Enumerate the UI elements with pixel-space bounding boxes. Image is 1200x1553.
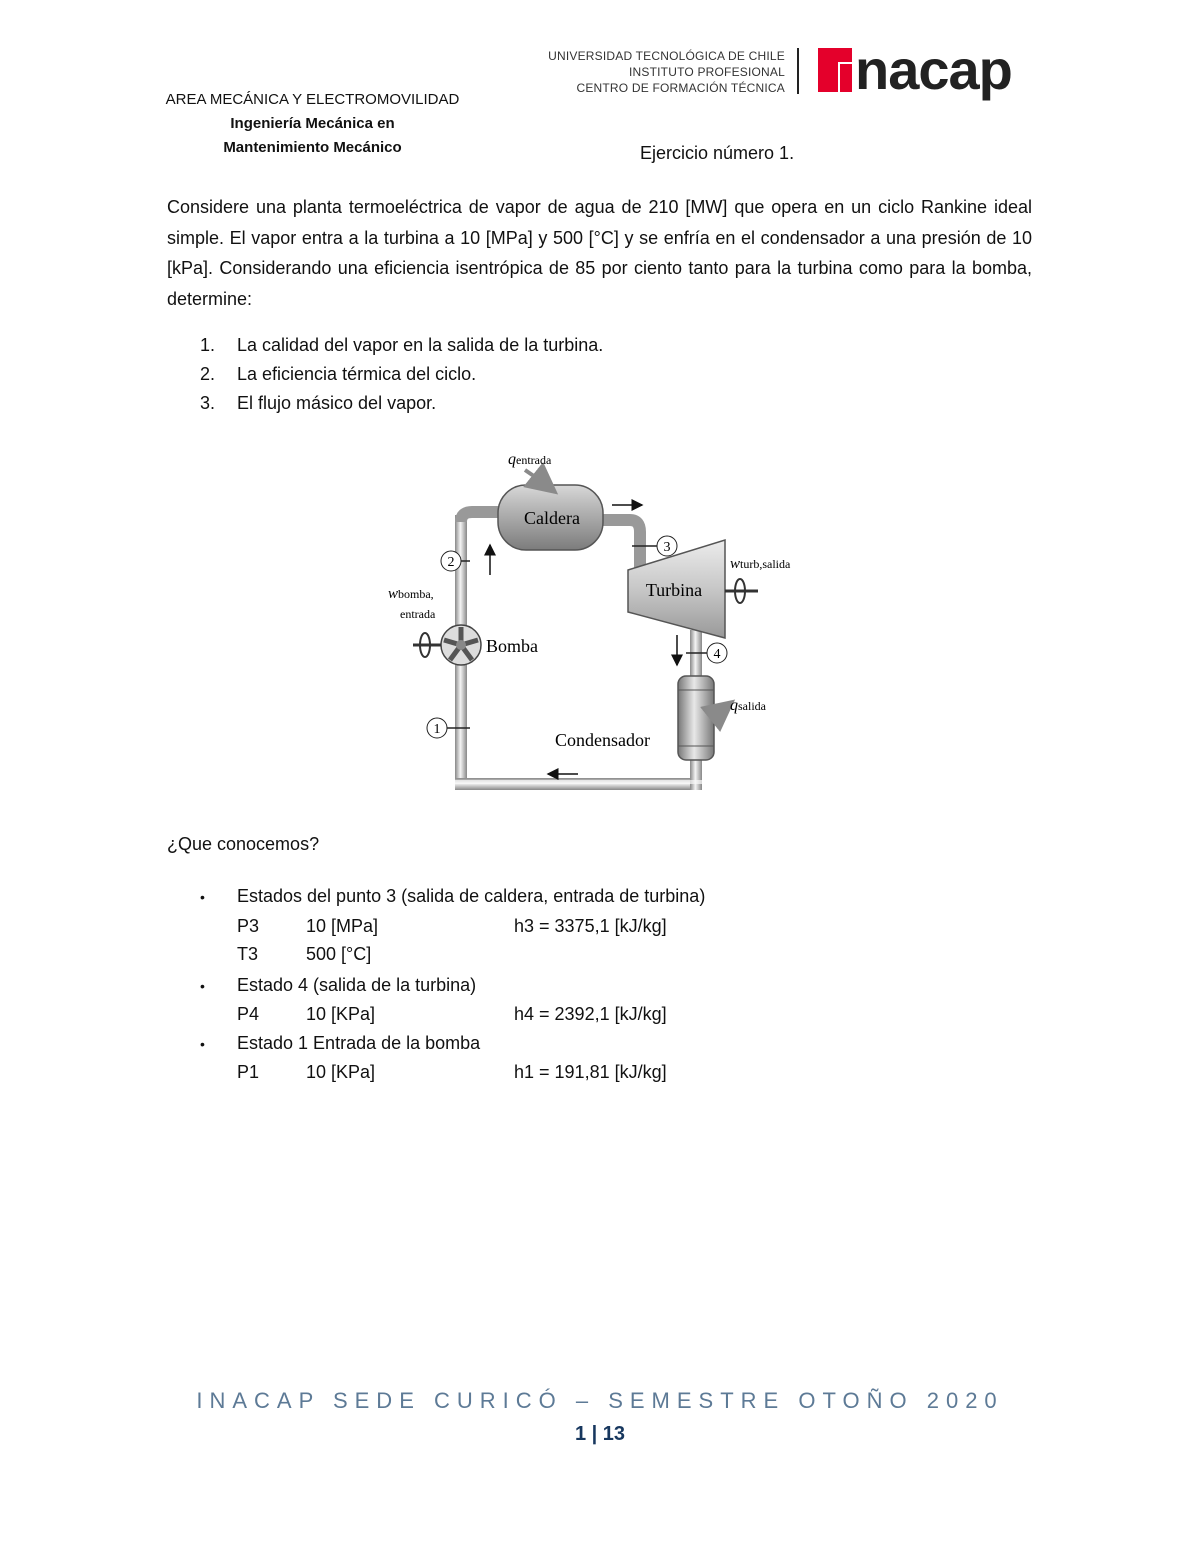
boiler-label: Caldera [524, 508, 580, 528]
condenser [678, 676, 714, 760]
pump-label: Bomba [486, 636, 538, 656]
institution-line1: UNIVERSIDAD TECNOLÓGICA DE CHILE [548, 49, 785, 63]
svg-text:4: 4 [713, 647, 721, 662]
turbine-label: Turbina [645, 580, 703, 600]
program-name-line1: Ingeniería Mecánica en [230, 115, 395, 132]
exercise-title: Ejercicio número 1. [640, 143, 795, 163]
logo-divider [797, 48, 799, 94]
page-number: 1 | 13 [574, 1423, 626, 1445]
turbine-work-label: wturb,salida [730, 556, 791, 572]
institution-text [548, 48, 785, 96]
list-item: • Estados del punto 3 (salida de caldera, entrada de turbina) [200, 886, 706, 906]
heat-out-label: qsalida [730, 697, 766, 714]
question-item: 3. El flujo másico del vapor. [200, 393, 437, 413]
question-item: 2. La eficiencia térmica del ciclo. [200, 364, 477, 384]
known-title: ¿Que conocemos? [167, 834, 320, 854]
area-name: AREA MECÁNICA Y ELECTROMOVILIDAD [165, 91, 460, 108]
svg-text:2: 2 [447, 555, 455, 570]
known-data [200, 882, 705, 1087]
boiler [498, 485, 603, 550]
list-item: • Estado 4 (salida de la turbina) [200, 974, 477, 995]
pump-work-sublabel: entrada [400, 607, 436, 621]
problem-statement: Considere una planta termoeléctrica de vapor de agua de 210 [MW] que opera en un ciclo Rankine ideal simple. El vapor entra a la turbina a 10 [MPa] y 500 [°C] y se enfría en el condensador a una presión de 10 [kPa]. Considerando una eficiencia isentrópica de 85 por ciento tanto para la turbina como para la bomba, determine: [167, 197, 1032, 309]
pump [441, 625, 538, 665]
turbine-shaft-icon [725, 579, 758, 603]
heat-in-label: qentrada [508, 451, 552, 468]
institution-line3: CENTRO DE FORMACIÓN TÉCNICA [576, 81, 785, 95]
question-list [200, 331, 603, 418]
footer-text: INACAP SEDE CURICÓ – SEMESTRE OTOÑO 2020 [196, 1388, 1004, 1413]
department-header [150, 88, 475, 160]
institution-line2: INSTITUTO PROFESIONAL [629, 65, 785, 79]
data-row: P1 10 [KPa] h1 = 191,81 [kJ/kg] [237, 1062, 667, 1082]
svg-text:3: 3 [663, 540, 671, 555]
pump-work-label: wbomba, [388, 586, 434, 602]
data-row: T3 500 [°C] [237, 944, 372, 964]
inacap-logo-word: nacap [855, 38, 1012, 101]
data-row: P3 10 [MPa] h3 = 3375,1 [kJ/kg] [237, 915, 667, 936]
data-row: P4 10 [KPa] h4 = 2392,1 [kJ/kg] [237, 1004, 667, 1024]
svg-text:1: 1 [433, 722, 441, 737]
rankine-cycle-diagram [380, 440, 820, 800]
inacap-logo-icon [818, 48, 852, 92]
program-name-line2: Mantenimiento Mecánico [223, 139, 402, 156]
question-item: 1. La calidad del vapor en la salida de la turbina. [200, 335, 604, 355]
list-item: • Estado 1 Entrada de la bomba [200, 1032, 481, 1053]
condenser-label: Condensador [555, 730, 650, 750]
pump-shaft-icon [413, 633, 441, 657]
